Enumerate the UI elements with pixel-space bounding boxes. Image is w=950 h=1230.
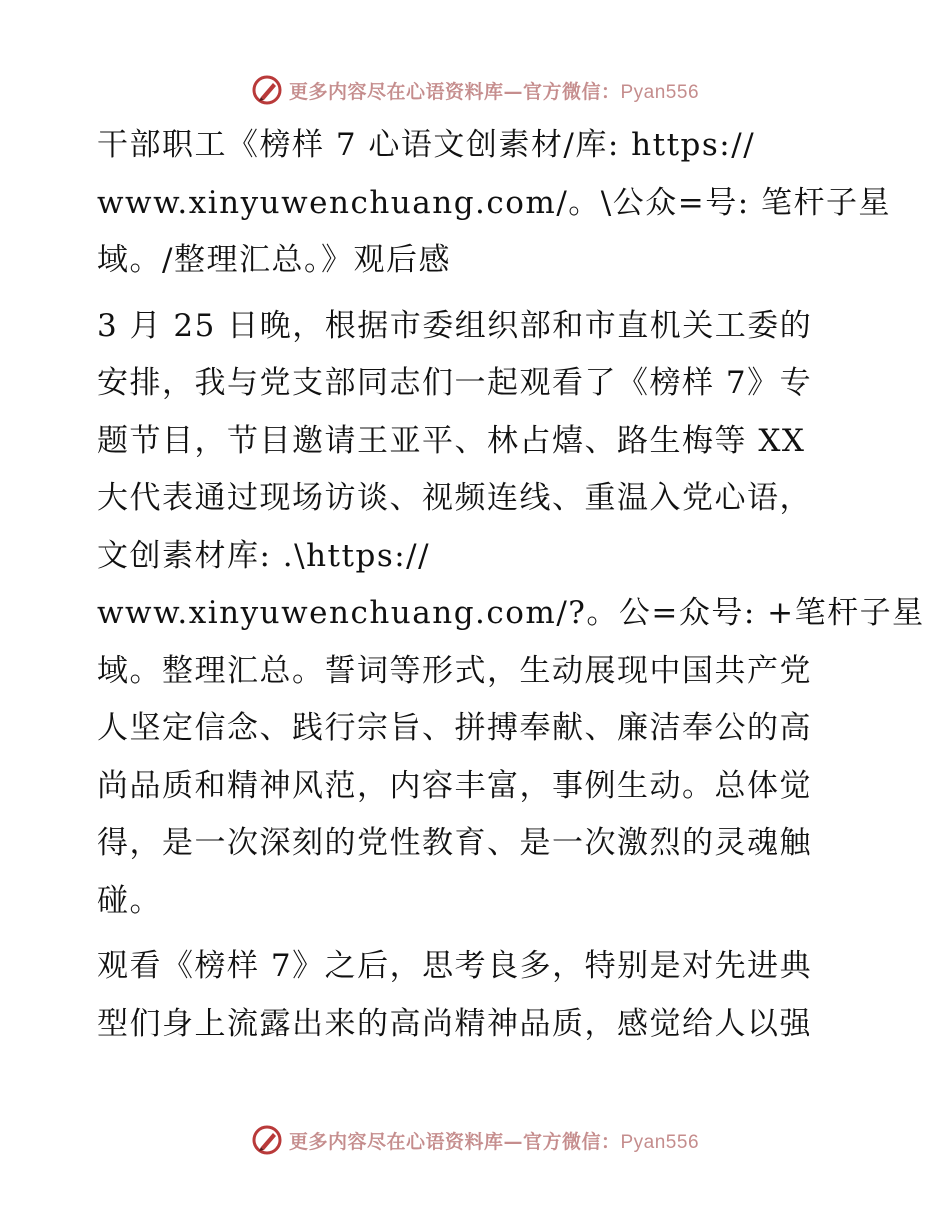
text-line: 大代表通过现场访谈、视频连线、重温入党心语，	[97, 480, 812, 516]
text-line: 得，是一次深刻的党性教育、是一次激烈的灵魂触	[97, 825, 812, 861]
text-line: 尚品质和精神风范，内容丰富，事例生动。总体觉	[97, 767, 812, 804]
text-line: 型们身上流露出来的高尚精神品质，感觉给人以强	[97, 1005, 812, 1042]
header-banner-inner	[251, 74, 699, 106]
footer-banner	[0, 1120, 950, 1160]
text-line: www.xinyuwenchuang.com/?。公=众号: +笔杆子星	[97, 595, 925, 631]
text-line: 题节目，节目邀请王亚平、林占熺、路生梅等 XX	[97, 422, 806, 459]
paragraph-body-2	[97, 938, 857, 1053]
text-line: 3 月 25 日晚，根据市委组织部和市直机关工委的	[97, 307, 813, 344]
footer-banner-label: 更多内容尽在心语资料库—官方微信：	[288, 1130, 621, 1153]
document-body	[97, 117, 925, 1061]
paragraph-body-1	[97, 298, 925, 931]
text-line: 人坚定信念、践行宗旨、拼搏奉献、廉洁奉公的高	[97, 710, 812, 746]
text-line: www.xinyuwenchuang.com/。\公众=号: 笔杆子星	[97, 184, 891, 221]
text-line: 干部职工《榜样 7 心语文创素材/库: https://	[97, 127, 756, 163]
footer-banner-inner	[251, 1124, 699, 1156]
header-banner-text	[289, 77, 699, 104]
text-line: 碰。	[97, 882, 162, 919]
pen-logo-icon	[251, 1124, 283, 1156]
pen-logo-icon	[251, 74, 283, 106]
text-line: 域。/整理汇总。》观后感	[97, 242, 451, 278]
text-line: 域。整理汇总。誓词等形式，生动展现中国共产党	[97, 652, 812, 689]
text-line: 文创素材库: .\https://	[97, 537, 431, 574]
text-line: 观看《榜样 7》之后，思考良多，特别是对先进典	[97, 948, 813, 984]
header-banner-wechat: Pyan556	[620, 81, 700, 103]
header-banner	[0, 70, 950, 110]
header-banner-label: 更多内容尽在心语资料库—官方微信：	[288, 80, 621, 103]
text-line: 安排，我与党支部同志们一起观看了《榜样 7》专	[97, 365, 813, 401]
paragraph-title	[97, 117, 891, 290]
footer-banner-wechat: Pyan556	[620, 1131, 700, 1153]
footer-banner-text	[289, 1127, 699, 1154]
